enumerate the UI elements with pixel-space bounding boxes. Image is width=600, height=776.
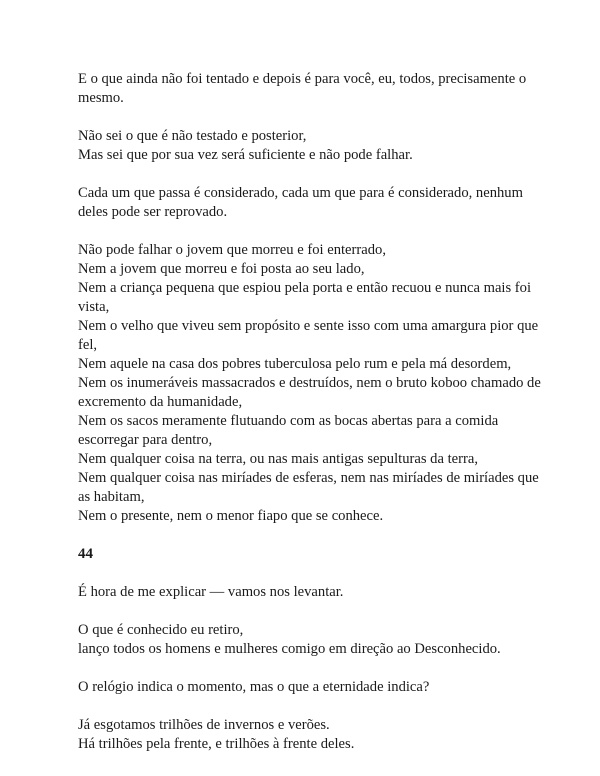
stanza bbox=[78, 621, 548, 659]
poem-page bbox=[78, 70, 548, 773]
poem-line: O relógio indica o momento, mas o que a eternidade indica? bbox=[78, 679, 430, 695]
poem-line: Cada um que passa é considerado, cada um que para é considerado, nenhum deles pode ser reprovado. bbox=[78, 185, 523, 220]
poem-line: Nem qualquer coisa na terra, ou nas mais antigas sepulturas da terra, bbox=[78, 451, 478, 467]
poem-line: Há trilhões pela frente, e trilhões à frente deles. bbox=[78, 736, 355, 752]
poem-line: Já esgotamos trilhões de invernos e verões. bbox=[78, 717, 330, 733]
stanza bbox=[78, 184, 548, 222]
poem-part-a bbox=[78, 70, 548, 526]
poem-line: Nem a criança pequena que espiou pela porta e então recuou e nunca mais foi vista, bbox=[78, 280, 532, 315]
poem-line: O que é conhecido eu retiro, bbox=[78, 622, 244, 638]
poem-line: lanço todos os homens e mulheres comigo em direção ao Desconhecido. bbox=[78, 641, 501, 657]
stanza bbox=[78, 70, 548, 108]
poem-line: Nem os inumeráveis massacrados e destruídos, nem o bruto koboo chamado de excremento da humanidade, bbox=[78, 375, 541, 410]
poem-line: Não sei o que é não testado e posterior, bbox=[78, 128, 307, 144]
poem-line: Mas sei que por sua vez será suficiente e não pode falhar. bbox=[78, 147, 413, 163]
stanza bbox=[78, 716, 548, 754]
poem-line: Nem os sacos meramente flutuando com as bocas abertas para a comida escorregar para dentro, bbox=[78, 413, 499, 448]
poem-line: Nem o presente, nem o menor fiapo que se conhece. bbox=[78, 508, 384, 524]
poem-line: E o que ainda não foi tentado e depois é para você, eu, todos, precisamente o mesmo. bbox=[78, 71, 527, 106]
poem-line: É hora de me explicar — vamos nos levantar. bbox=[78, 584, 344, 600]
poem-line: Nem qualquer coisa nas miríades de esferas, nem nas miríades de miríades que as habitam, bbox=[78, 470, 539, 505]
poem-line: Não pode falhar o jovem que morreu e foi enterrado, bbox=[78, 242, 386, 258]
poem-part-b bbox=[78, 583, 548, 754]
stanza bbox=[78, 127, 548, 165]
poem-line: Nem a jovem que morreu e foi posta ao seu lado, bbox=[78, 261, 365, 277]
stanza bbox=[78, 583, 548, 602]
section-number: 44 bbox=[78, 546, 93, 562]
poem-line: Nem aquele na casa dos pobres tuberculosa pelo rum e pela má desordem, bbox=[78, 356, 512, 372]
stanza bbox=[78, 678, 548, 697]
stanza bbox=[78, 241, 548, 526]
poem-line: Nem o velho que viveu sem propósito e sente isso com uma amargura pior que fel, bbox=[78, 318, 539, 353]
